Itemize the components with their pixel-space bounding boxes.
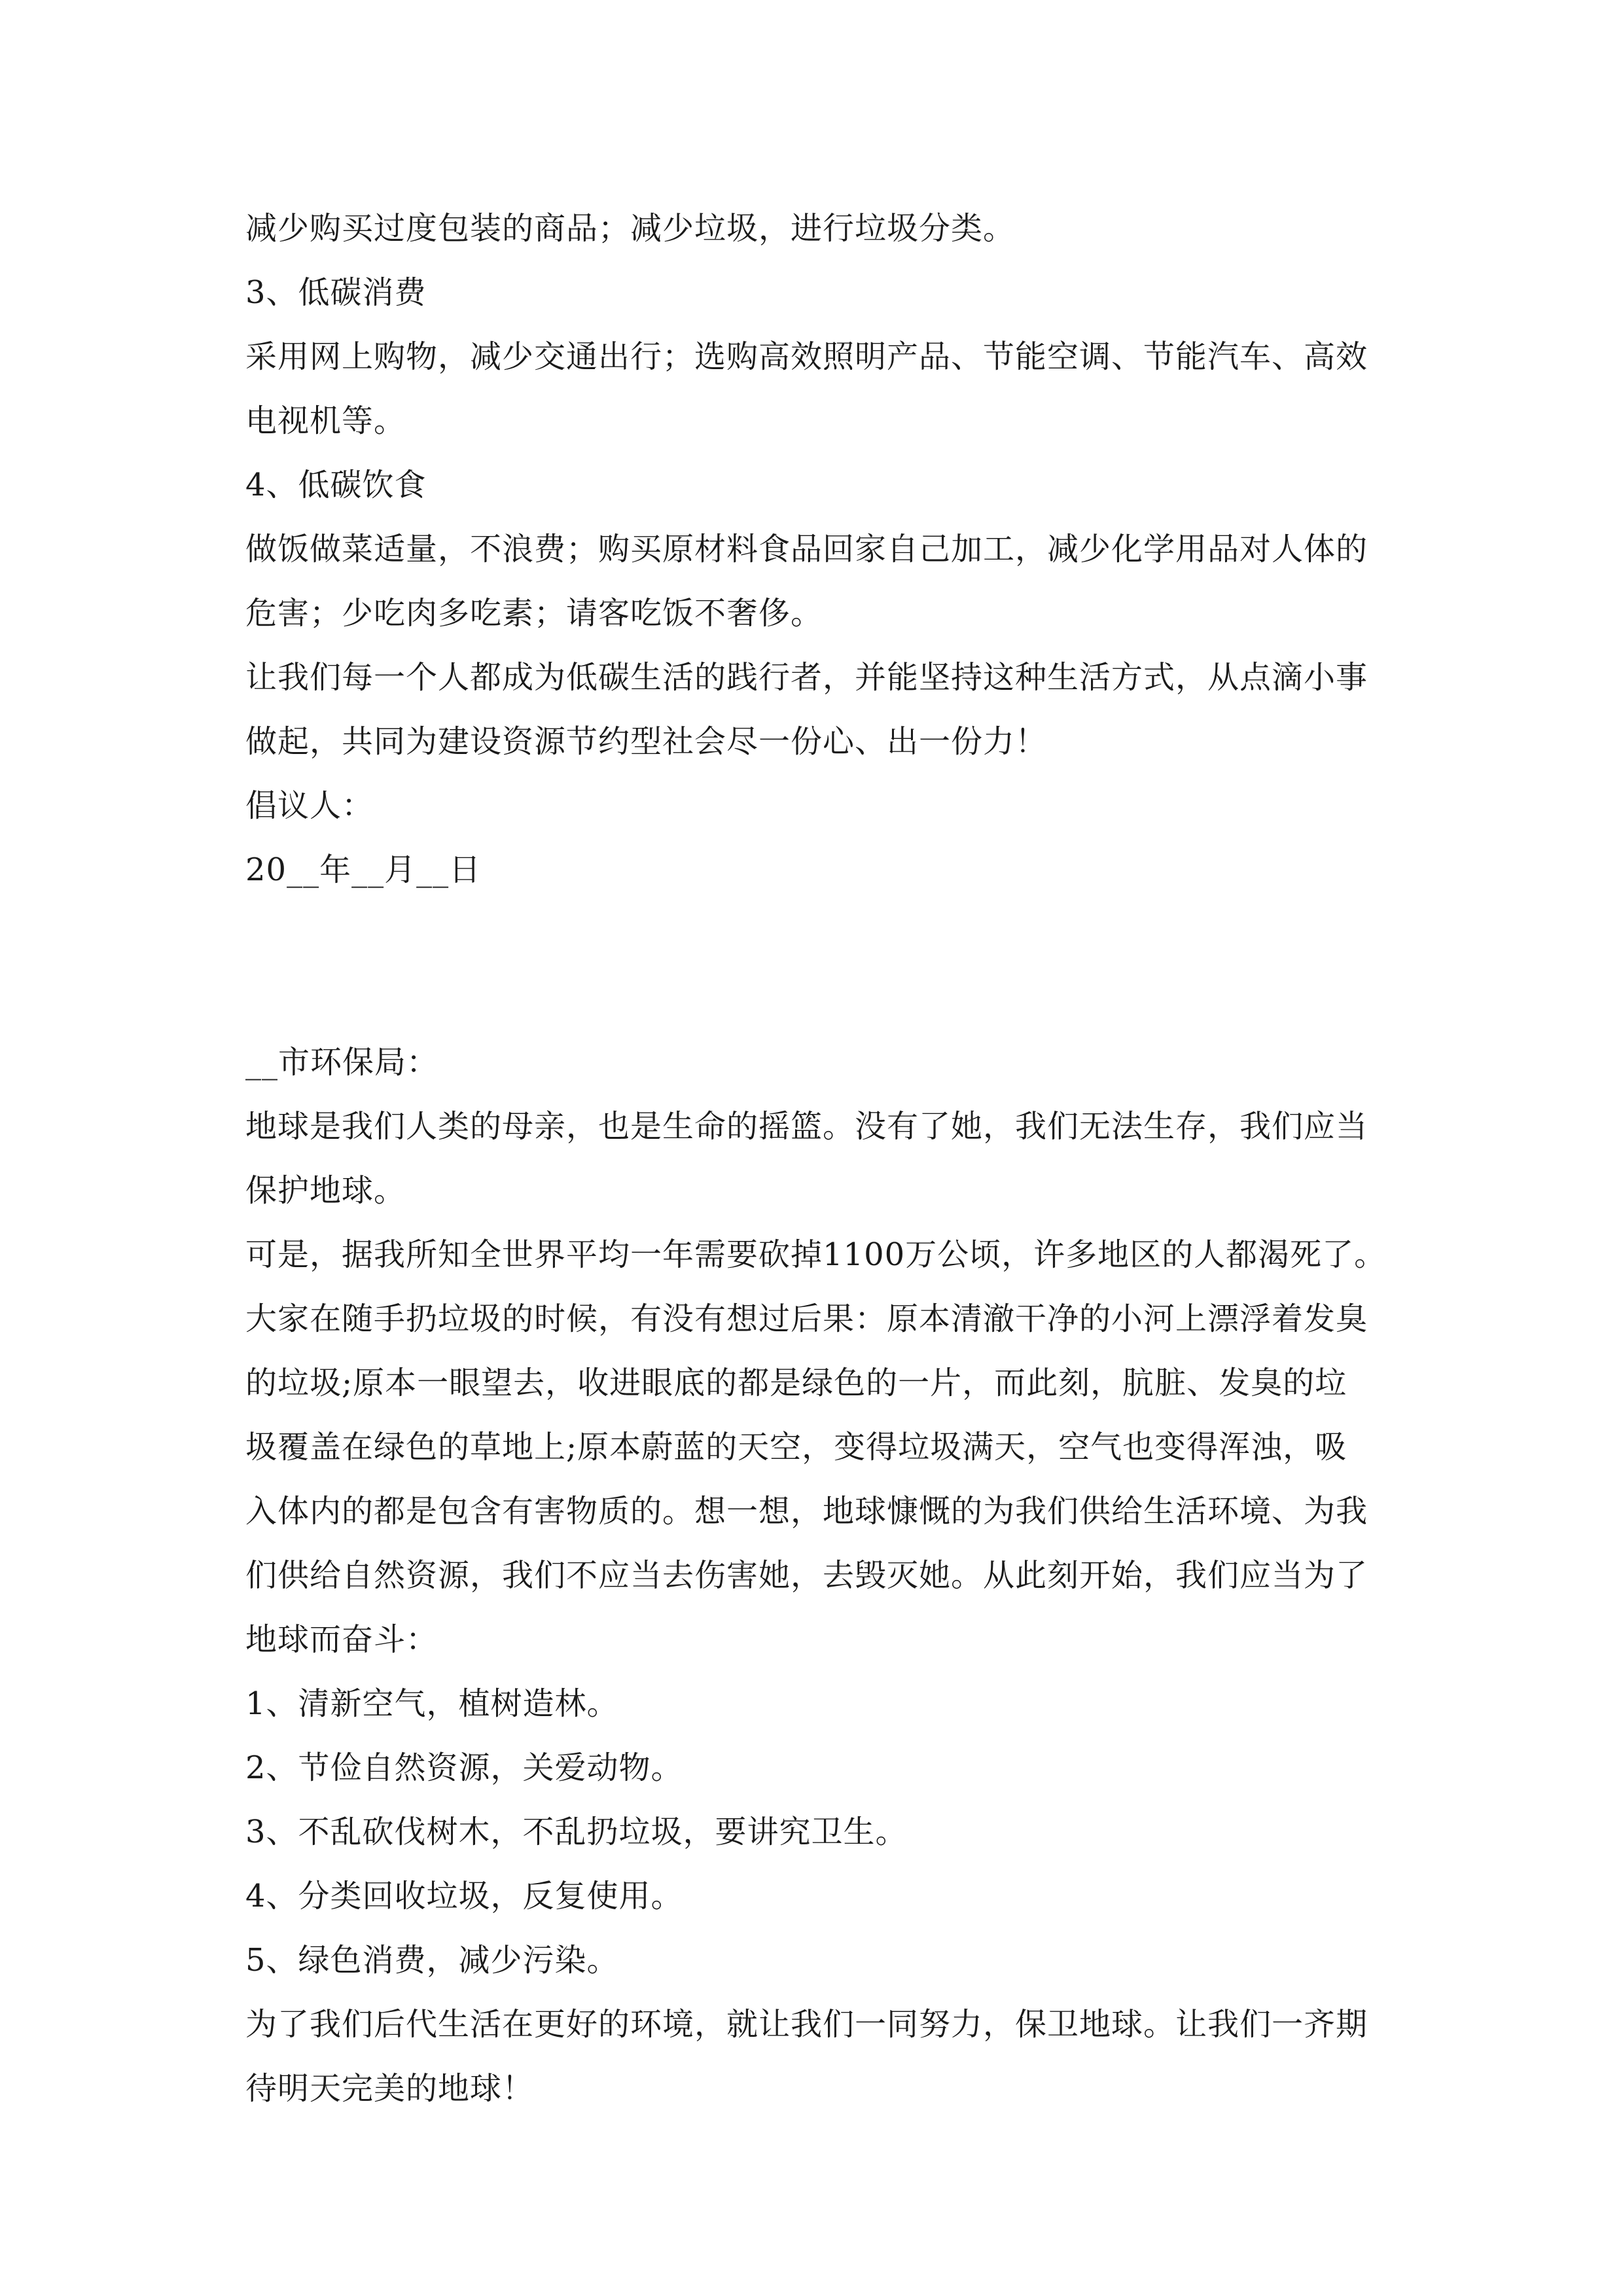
text-line: 地球而奋斗： (245, 1621, 438, 1658)
list-item: 3、不乱砍伐树木，不乱扔垃圾，要讲究卫生。 (245, 1814, 908, 1850)
text-line: 大家在随手扔垃圾的时候，有没有想过后果：原本清澈干净的小河上漂浮着发臭 (245, 1300, 1368, 1337)
text-line: 做饭做菜适量，不浪费；购买原材料食品回家自己加工，减少化学用品对人体的 (245, 531, 1368, 567)
text-line: 减少购买过度包装的商品；减少垃圾，进行垃圾分类。 (245, 210, 1016, 247)
date-line: 20__年__月__日 (245, 852, 482, 888)
text-line: 电视机等。 (245, 403, 406, 439)
document-body (245, 196, 1397, 2121)
text-line: 们供给自然资源，我们不应当去伤害她，去毁灭她。从此刻开始，我们应当为了 (245, 1557, 1368, 1594)
list-item: 5、绿色消费，减少污染。 (245, 1942, 619, 1979)
text-line: 可是，据我所知全世界平均一年需要砍掉1100万公顷，许多地区的人都渴死了。 (245, 1236, 1387, 1273)
list-item: 4、分类回收垃圾，反复使用。 (245, 1878, 683, 1914)
letter-section (245, 1030, 1397, 2121)
section-gap (245, 902, 1397, 1030)
text-line: 地球是我们人类的母亲，也是生命的摇篮。没有了她，我们无法生存，我们应当 (245, 1108, 1368, 1145)
heading-low-carbon-diet: 4、低碳饮食 (245, 467, 427, 503)
text-line: 入体内的都是包含有害物质的。想一想，地球慷慨的为我们供给生活环境、为我 (245, 1493, 1368, 1530)
text-line: 做起，共同为建设资源节约型社会尽一份心、出一份力！ (245, 723, 1048, 760)
text-line: 待明天完美的地球！ (245, 2070, 535, 2107)
text-line: 危害；少吃肉多吃素；请客吃饭不奢侈。 (245, 595, 823, 632)
heading-low-carbon-consumption: 3、低碳消费 (245, 274, 427, 311)
text-line: 为了我们后代生活在更好的环境，就让我们一同努力，保卫地球。让我们一齐期 (245, 2006, 1368, 2043)
list-item: 1、清新空气，植树造林。 (245, 1685, 619, 1722)
text-line: 的垃圾;原本一眼望去，收进眼底的都是绿色的一片，而此刻，肮脏、发臭的垃 (245, 1365, 1347, 1401)
text-line: 保护地球。 (245, 1172, 406, 1209)
signature-label: 倡议人： (245, 787, 374, 824)
list-item: 2、节俭自然资源，关爱动物。 (245, 1749, 683, 1786)
text-line: 采用网上购物，减少交通出行；选购高效照明产品、节能空调、节能汽车、高效 (245, 338, 1368, 375)
text-line: 让我们每一个人都成为低碳生活的践行者，并能坚持这种生活方式，从点滴小事 (245, 659, 1368, 696)
initiative-section (245, 196, 1397, 902)
text-line: 圾覆盖在绿色的草地上;原本蔚蓝的天空，变得垃圾满天，空气也变得浑浊，吸 (245, 1429, 1347, 1465)
letter-salutation: __市环保局： (245, 1044, 439, 1081)
